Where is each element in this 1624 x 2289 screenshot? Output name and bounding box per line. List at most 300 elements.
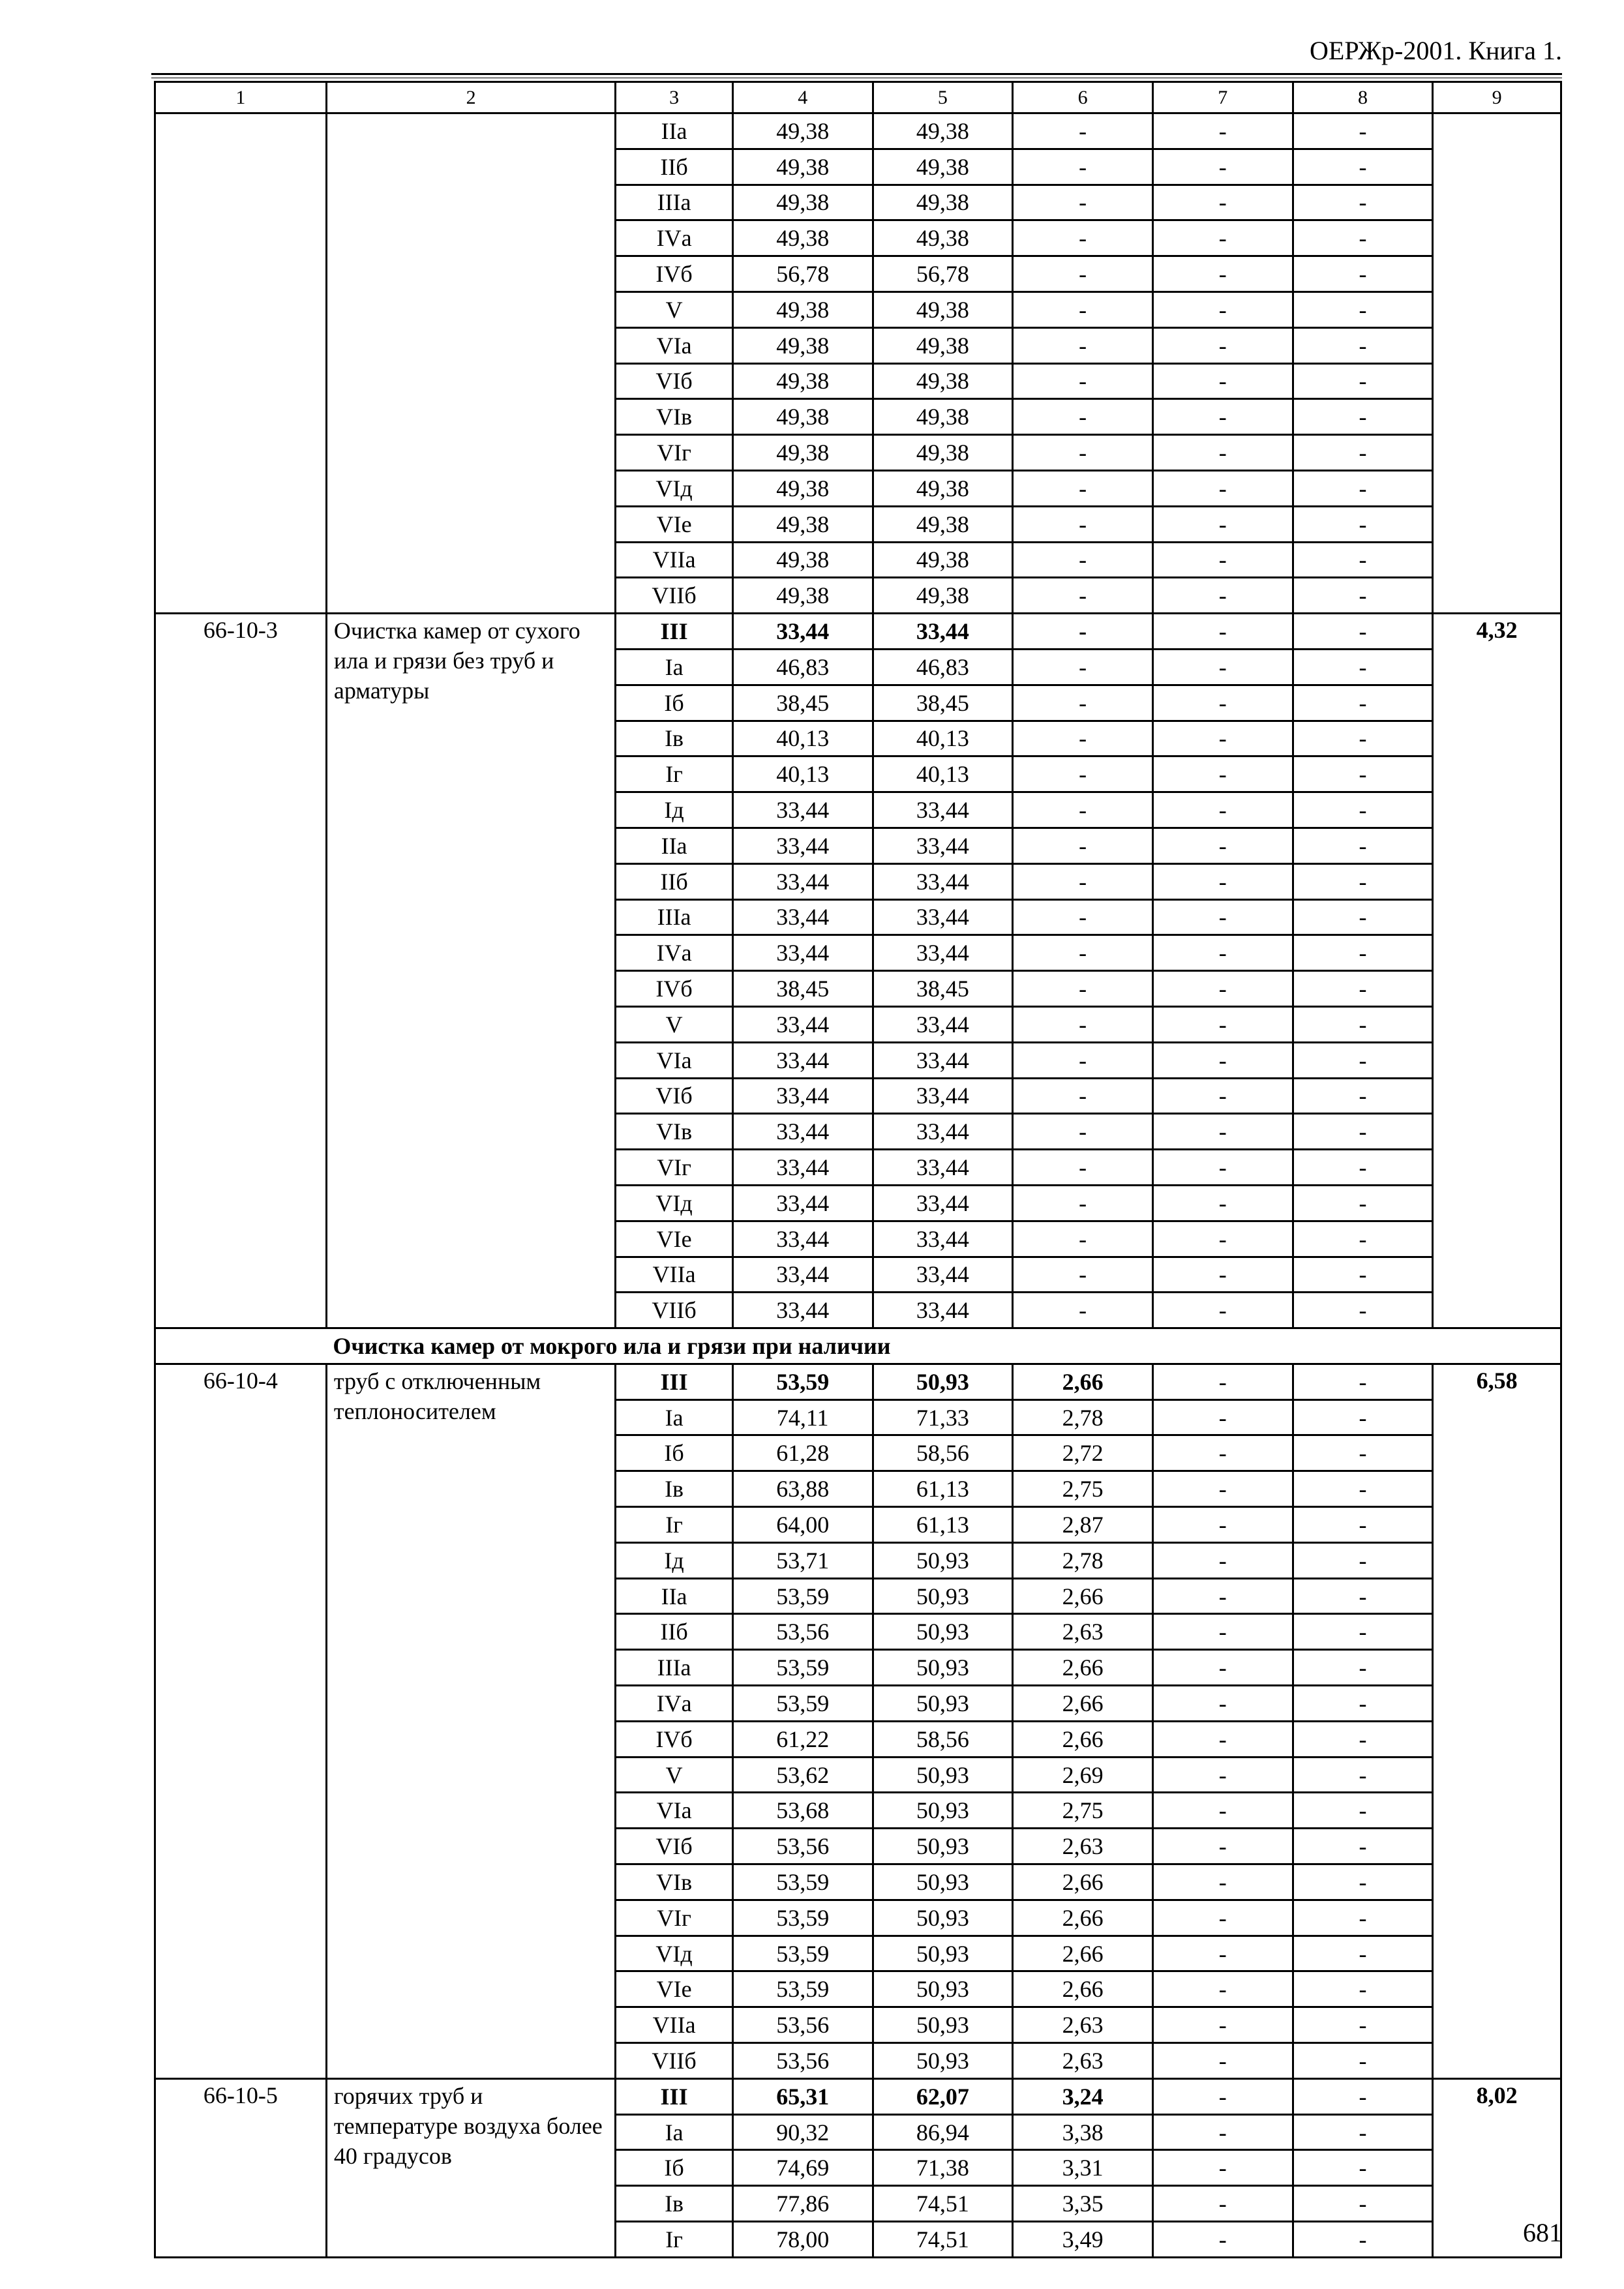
value-cell-c5: 33,44 <box>873 1006 1013 1042</box>
zone-cell: IIб <box>616 863 733 899</box>
value-cell-c5: 49,38 <box>873 113 1013 149</box>
zone-cell: IVа <box>616 1686 733 1722</box>
value-cell-c6: - <box>1013 292 1153 327</box>
zone-cell: VIб <box>616 1829 733 1864</box>
value-cell-c4: 33,44 <box>732 1257 873 1293</box>
value-cell-c8: - <box>1293 506 1433 542</box>
value-cell-c4: 49,38 <box>732 363 873 399</box>
value-cell-c4: 33,44 <box>732 1150 873 1186</box>
value-cell-c5: 62,07 <box>873 2078 1013 2114</box>
value-cell-c5: 49,38 <box>873 292 1013 327</box>
value-cell-c7: - <box>1152 1078 1293 1114</box>
value-cell-c6: - <box>1013 756 1153 792</box>
value-cell-c4: 33,44 <box>732 1185 873 1221</box>
value-cell-c4: 49,38 <box>732 578 873 614</box>
value-cell-c7: - <box>1152 470 1293 506</box>
value-cell-c6: 2,66 <box>1013 1650 1153 1686</box>
value-cell-c6: - <box>1013 721 1153 756</box>
value-cell-c8: - <box>1293 1257 1433 1293</box>
zone-cell: Iб <box>616 1435 733 1471</box>
value-cell-c8: - <box>1293 435 1433 471</box>
zone-cell: IVа <box>616 220 733 256</box>
value-cell-c7: - <box>1152 2186 1293 2222</box>
value-cell-c8: - <box>1293 1542 1433 1578</box>
item-description <box>326 113 615 614</box>
value-cell-c5: 50,93 <box>873 1542 1013 1578</box>
zone-cell: VIв <box>616 1114 733 1150</box>
value-cell-c6: 2,66 <box>1013 1364 1153 1399</box>
value-cell-c5: 33,44 <box>873 1114 1013 1150</box>
value-cell-c4: 33,44 <box>732 1293 873 1328</box>
zone-cell: VIб <box>616 1078 733 1114</box>
value-cell-c6: - <box>1013 1185 1153 1221</box>
value-cell-c4: 33,44 <box>732 792 873 828</box>
value-cell-c7: - <box>1152 1042 1293 1078</box>
value-cell-c5: 58,56 <box>873 1721 1013 1757</box>
value-cell-c4: 53,59 <box>732 1971 873 2007</box>
value-cell-c7: - <box>1152 1257 1293 1293</box>
zone-cell: III <box>616 614 733 650</box>
value-cell-c7: - <box>1152 828 1293 863</box>
zone-cell: VIг <box>616 435 733 471</box>
value-cell-c6: 2,69 <box>1013 1757 1153 1793</box>
column-number: 1 <box>155 82 327 113</box>
value-cell-c6: - <box>1013 113 1153 149</box>
value-cell-c8: - <box>1293 363 1433 399</box>
running-title: ОЕРЖр-2001. Книга 1. <box>1310 36 1562 65</box>
zone-cell: IVб <box>616 256 733 292</box>
value-cell-c5: 49,38 <box>873 506 1013 542</box>
section-heading: Очистка камер от мокрого ила и грязи при наличии <box>326 1328 1561 1364</box>
zone-cell: Iа <box>616 2114 733 2150</box>
value-cell-c8: - <box>1293 1864 1433 1900</box>
zone-cell: VIд <box>616 1936 733 1971</box>
zone-cell: VIв <box>616 399 733 435</box>
value-cell-c5: 49,38 <box>873 149 1013 185</box>
value-cell-c7: - <box>1152 2078 1293 2114</box>
zone-cell: Iв <box>616 721 733 756</box>
value-cell-c7: - <box>1152 1757 1293 1793</box>
value-cell-c7: - <box>1152 1399 1293 1435</box>
value-cell-c4: 33,44 <box>732 899 873 935</box>
zone-cell: IIIа <box>616 1650 733 1686</box>
table-row <box>155 614 1561 650</box>
value-cell-c6: - <box>1013 1293 1153 1328</box>
value-cell-c5: 33,44 <box>873 1150 1013 1186</box>
zone-cell: IIIа <box>616 899 733 935</box>
value-cell-c7: - <box>1152 1006 1293 1042</box>
value-cell-c5: 86,94 <box>873 2114 1013 2150</box>
value-cell-c8: - <box>1293 1829 1433 1864</box>
value-cell-c7: - <box>1152 1900 1293 1936</box>
value-cell-c5: 74,51 <box>873 2222 1013 2258</box>
column-number: 8 <box>1293 82 1433 113</box>
page-number: 681 <box>1523 2218 1562 2247</box>
value-cell-c7: - <box>1152 1864 1293 1900</box>
value-cell-c5: 50,93 <box>873 1578 1013 1614</box>
value-cell-c8: - <box>1293 1721 1433 1757</box>
item-col9-value <box>1433 113 1561 614</box>
value-cell-c7: - <box>1152 435 1293 471</box>
zone-cell: IIIа <box>616 185 733 220</box>
zone-cell: VIIа <box>616 542 733 578</box>
value-cell-c7: - <box>1152 1686 1293 1722</box>
value-cell-c7: - <box>1152 863 1293 899</box>
value-cell-c4: 49,38 <box>732 399 873 435</box>
value-cell-c8: - <box>1293 1507 1433 1543</box>
value-cell-c8: - <box>1293 470 1433 506</box>
value-cell-c4: 77,86 <box>732 2186 873 2222</box>
value-cell-c7: - <box>1152 327 1293 363</box>
zone-cell: Iб <box>616 685 733 721</box>
value-cell-c4: 38,45 <box>732 685 873 721</box>
value-cell-c6: - <box>1013 1257 1153 1293</box>
value-cell-c6: 2,63 <box>1013 2043 1153 2079</box>
zone-cell: VIа <box>616 1793 733 1829</box>
value-cell-c7: - <box>1152 149 1293 185</box>
value-cell-c8: - <box>1293 327 1433 363</box>
zone-cell: Iд <box>616 1542 733 1578</box>
column-number: 5 <box>873 82 1013 113</box>
item-col9-value: 6,58 <box>1433 1364 1561 2078</box>
value-cell-c6: 2,75 <box>1013 1471 1153 1507</box>
value-cell-c8: - <box>1293 292 1433 327</box>
value-cell-c4: 61,22 <box>732 1721 873 1757</box>
value-cell-c5: 58,56 <box>873 1435 1013 1471</box>
value-cell-c7: - <box>1152 399 1293 435</box>
value-cell-c8: - <box>1293 185 1433 220</box>
value-cell-c8: - <box>1293 2222 1433 2258</box>
value-cell-c7: - <box>1152 1578 1293 1614</box>
column-number: 7 <box>1152 82 1293 113</box>
value-cell-c5: 50,93 <box>873 2043 1013 2079</box>
value-cell-c8: - <box>1293 2114 1433 2150</box>
zone-cell: VIе <box>616 1221 733 1257</box>
value-cell-c4: 74,69 <box>732 2150 873 2186</box>
value-cell-c4: 53,71 <box>732 1542 873 1578</box>
value-cell-c7: - <box>1152 1150 1293 1186</box>
value-cell-c6: - <box>1013 470 1153 506</box>
value-cell-c7: - <box>1152 542 1293 578</box>
value-cell-c6: - <box>1013 399 1153 435</box>
value-cell-c6: 2,78 <box>1013 1399 1153 1435</box>
value-cell-c5: 61,13 <box>873 1507 1013 1543</box>
value-cell-c6: - <box>1013 542 1153 578</box>
value-cell-c6: - <box>1013 363 1153 399</box>
value-cell-c5: 33,44 <box>873 1293 1013 1328</box>
value-cell-c6: 2,66 <box>1013 1686 1153 1722</box>
value-cell-c7: - <box>1152 1542 1293 1578</box>
value-cell-c7: - <box>1152 220 1293 256</box>
value-cell-c4: 53,56 <box>732 2007 873 2043</box>
zone-cell: V <box>616 1006 733 1042</box>
value-cell-c6: 2,66 <box>1013 1578 1153 1614</box>
zone-cell: VIIб <box>616 578 733 614</box>
value-cell-c4: 49,38 <box>732 292 873 327</box>
value-cell-c8: - <box>1293 1614 1433 1650</box>
table-row <box>155 113 1561 149</box>
value-cell-c6: - <box>1013 149 1153 185</box>
item-code: 66-10-4 <box>155 1364 327 2078</box>
zone-cell: VIIб <box>616 1293 733 1328</box>
zone-cell: III <box>616 1364 733 1399</box>
value-cell-c5: 49,38 <box>873 470 1013 506</box>
item-col9-value: 8,02 <box>1433 2078 1561 2257</box>
value-cell-c4: 53,68 <box>732 1793 873 1829</box>
value-cell-c4: 33,44 <box>732 1042 873 1078</box>
value-cell-c5: 50,93 <box>873 1900 1013 1936</box>
value-cell-c5: 49,38 <box>873 220 1013 256</box>
value-cell-c8: - <box>1293 1471 1433 1507</box>
zone-cell: Iг <box>616 756 733 792</box>
value-cell-c8: - <box>1293 828 1433 863</box>
value-cell-c5: 74,51 <box>873 2186 1013 2222</box>
value-cell-c8: - <box>1293 863 1433 899</box>
zone-cell: VIа <box>616 327 733 363</box>
value-cell-c4: 49,38 <box>732 327 873 363</box>
value-cell-c7: - <box>1152 1221 1293 1257</box>
zone-cell: Iа <box>616 649 733 685</box>
value-cell-c8: - <box>1293 2150 1433 2186</box>
value-cell-c6: 3,38 <box>1013 2114 1153 2150</box>
value-cell-c8: - <box>1293 792 1433 828</box>
value-cell-c8: - <box>1293 1971 1433 2007</box>
value-cell-c4: 49,38 <box>732 220 873 256</box>
value-cell-c6: 2,66 <box>1013 1900 1153 1936</box>
value-cell-c8: - <box>1293 721 1433 756</box>
value-cell-c4: 53,59 <box>732 1364 873 1399</box>
value-cell-c7: - <box>1152 935 1293 971</box>
value-cell-c6: 2,72 <box>1013 1435 1153 1471</box>
value-cell-c7: - <box>1152 2007 1293 2043</box>
zone-cell: Iг <box>616 2222 733 2258</box>
section-blank <box>155 1328 327 1364</box>
value-cell-c4: 63,88 <box>732 1471 873 1507</box>
value-cell-c5: 38,45 <box>873 685 1013 721</box>
value-cell-c4: 33,44 <box>732 935 873 971</box>
value-cell-c6: - <box>1013 1221 1153 1257</box>
item-description: горячих труб и температуре воздуха более 40 градусов <box>326 2078 615 2257</box>
value-cell-c5: 71,38 <box>873 2150 1013 2186</box>
value-cell-c8: - <box>1293 2078 1433 2114</box>
value-cell-c4: 40,13 <box>732 721 873 756</box>
zone-cell: VIг <box>616 1900 733 1936</box>
value-cell-c6: - <box>1013 935 1153 971</box>
zone-cell: VIIа <box>616 2007 733 2043</box>
value-cell-c6: 2,66 <box>1013 1971 1153 2007</box>
value-cell-c8: - <box>1293 578 1433 614</box>
value-cell-c6: - <box>1013 327 1153 363</box>
value-cell-c5: 50,93 <box>873 1829 1013 1864</box>
value-cell-c6: - <box>1013 971 1153 1007</box>
value-cell-c7: - <box>1152 2114 1293 2150</box>
value-cell-c4: 49,38 <box>732 506 873 542</box>
item-col9-value: 4,32 <box>1433 614 1561 1328</box>
value-cell-c5: 38,45 <box>873 971 1013 1007</box>
item-code: 66-10-3 <box>155 614 327 1328</box>
value-cell-c7: - <box>1152 1650 1293 1686</box>
value-cell-c8: - <box>1293 399 1433 435</box>
value-cell-c4: 33,44 <box>732 614 873 650</box>
value-cell-c6: - <box>1013 649 1153 685</box>
value-cell-c7: - <box>1152 899 1293 935</box>
value-cell-c8: - <box>1293 756 1433 792</box>
value-cell-c7: - <box>1152 1471 1293 1507</box>
value-cell-c6: - <box>1013 185 1153 220</box>
value-cell-c8: - <box>1293 2186 1433 2222</box>
value-cell-c5: 50,93 <box>873 1686 1013 1722</box>
value-cell-c5: 49,38 <box>873 578 1013 614</box>
value-cell-c8: - <box>1293 149 1433 185</box>
value-cell-c8: - <box>1293 1042 1433 1078</box>
value-cell-c8: - <box>1293 2043 1433 2079</box>
value-cell-c5: 50,93 <box>873 1793 1013 1829</box>
value-cell-c6: 2,66 <box>1013 1936 1153 1971</box>
value-cell-c5: 50,93 <box>873 2007 1013 2043</box>
value-cell-c6: 3,35 <box>1013 2186 1153 2222</box>
value-cell-c8: - <box>1293 542 1433 578</box>
value-cell-c4: 33,44 <box>732 828 873 863</box>
value-cell-c5: 33,44 <box>873 1042 1013 1078</box>
value-cell-c8: - <box>1293 685 1433 721</box>
value-cell-c5: 50,93 <box>873 1650 1013 1686</box>
zone-cell: Iв <box>616 2186 733 2222</box>
column-number: 3 <box>616 82 733 113</box>
zone-cell: VIIб <box>616 2043 733 2079</box>
value-cell-c5: 61,13 <box>873 1471 1013 1507</box>
value-cell-c6: - <box>1013 614 1153 650</box>
value-cell-c8: - <box>1293 1578 1433 1614</box>
value-cell-c4: 40,13 <box>732 756 873 792</box>
value-cell-c4: 53,59 <box>732 1650 873 1686</box>
value-cell-c8: - <box>1293 935 1433 971</box>
item-description: труб с отключенным теплоносителем <box>326 1364 615 2078</box>
value-cell-c7: - <box>1152 792 1293 828</box>
value-cell-c8: - <box>1293 649 1433 685</box>
value-cell-c7: - <box>1152 363 1293 399</box>
section-row <box>155 1328 1561 1364</box>
zone-cell: IIб <box>616 1614 733 1650</box>
zone-cell: VIг <box>616 1150 733 1186</box>
column-number: 4 <box>732 82 873 113</box>
value-cell-c5: 33,44 <box>873 828 1013 863</box>
value-cell-c5: 33,44 <box>873 1257 1013 1293</box>
value-cell-c8: - <box>1293 1936 1433 1971</box>
value-cell-c6: 2,78 <box>1013 1542 1153 1578</box>
value-cell-c7: - <box>1152 1435 1293 1471</box>
value-cell-c6: - <box>1013 1150 1153 1186</box>
zone-cell: V <box>616 1757 733 1793</box>
value-cell-c8: - <box>1293 1293 1433 1328</box>
value-cell-c4: 46,83 <box>732 649 873 685</box>
zone-cell: Iд <box>616 792 733 828</box>
value-cell-c5: 49,38 <box>873 363 1013 399</box>
zone-cell: VIе <box>616 1971 733 2007</box>
value-cell-c5: 49,38 <box>873 185 1013 220</box>
zone-cell: VIд <box>616 470 733 506</box>
value-cell-c8: - <box>1293 113 1433 149</box>
value-cell-c4: 53,62 <box>732 1757 873 1793</box>
value-cell-c5: 33,44 <box>873 1078 1013 1114</box>
zone-cell: Iв <box>616 1471 733 1507</box>
column-number-row <box>155 82 1561 113</box>
value-cell-c7: - <box>1152 1721 1293 1757</box>
value-cell-c8: - <box>1293 899 1433 935</box>
value-cell-c5: 40,13 <box>873 721 1013 756</box>
value-cell-c8: - <box>1293 1650 1433 1686</box>
value-cell-c7: - <box>1152 578 1293 614</box>
value-cell-c5: 71,33 <box>873 1399 1013 1435</box>
value-cell-c5: 33,44 <box>873 899 1013 935</box>
value-cell-c4: 49,38 <box>732 113 873 149</box>
value-cell-c4: 90,32 <box>732 2114 873 2150</box>
zone-cell: IIа <box>616 1578 733 1614</box>
value-cell-c4: 33,44 <box>732 1006 873 1042</box>
value-cell-c5: 49,38 <box>873 327 1013 363</box>
column-number: 6 <box>1013 82 1153 113</box>
column-number: 2 <box>326 82 615 113</box>
value-cell-c8: - <box>1293 256 1433 292</box>
value-cell-c8: - <box>1293 1686 1433 1722</box>
value-cell-c5: 49,38 <box>873 399 1013 435</box>
value-cell-c5: 40,13 <box>873 756 1013 792</box>
value-cell-c7: - <box>1152 1614 1293 1650</box>
value-cell-c5: 46,83 <box>873 649 1013 685</box>
value-cell-c7: - <box>1152 685 1293 721</box>
table-row <box>155 1364 1561 1399</box>
column-number: 9 <box>1433 82 1561 113</box>
value-cell-c4: 65,31 <box>732 2078 873 2114</box>
value-cell-c5: 49,38 <box>873 435 1013 471</box>
value-cell-c8: - <box>1293 220 1433 256</box>
zone-cell: V <box>616 292 733 327</box>
value-cell-c4: 49,38 <box>732 542 873 578</box>
zone-cell: VIа <box>616 1042 733 1078</box>
value-cell-c4: 64,00 <box>732 1507 873 1543</box>
value-cell-c7: - <box>1152 1971 1293 2007</box>
table-row <box>155 2078 1561 2114</box>
value-cell-c4: 33,44 <box>732 1078 873 1114</box>
zone-cell: Iб <box>616 2150 733 2186</box>
value-cell-c5: 33,44 <box>873 863 1013 899</box>
value-cell-c4: 49,38 <box>732 435 873 471</box>
value-cell-c7: - <box>1152 1293 1293 1328</box>
value-cell-c6: 3,24 <box>1013 2078 1153 2114</box>
value-cell-c7: - <box>1152 1185 1293 1221</box>
value-cell-c8: - <box>1293 1399 1433 1435</box>
value-cell-c7: - <box>1152 1793 1293 1829</box>
value-cell-c6: - <box>1013 1078 1153 1114</box>
value-cell-c4: 49,38 <box>732 470 873 506</box>
value-cell-c8: - <box>1293 1185 1433 1221</box>
value-cell-c4: 74,11 <box>732 1399 873 1435</box>
value-cell-c6: - <box>1013 578 1153 614</box>
value-cell-c6: 2,87 <box>1013 1507 1153 1543</box>
value-cell-c4: 78,00 <box>732 2222 873 2258</box>
value-cell-c5: 50,93 <box>873 1936 1013 1971</box>
value-cell-c8: - <box>1293 1078 1433 1114</box>
value-cell-c8: - <box>1293 1114 1433 1150</box>
value-cell-c8: - <box>1293 1150 1433 1186</box>
value-cell-c8: - <box>1293 1221 1433 1257</box>
zone-cell: VIв <box>616 1864 733 1900</box>
zone-cell: VIе <box>616 506 733 542</box>
value-cell-c4: 53,56 <box>732 2043 873 2079</box>
zone-cell: Iа <box>616 1399 733 1435</box>
value-cell-c4: 53,59 <box>732 1936 873 1971</box>
value-cell-c6: - <box>1013 828 1153 863</box>
value-cell-c7: - <box>1152 2222 1293 2258</box>
